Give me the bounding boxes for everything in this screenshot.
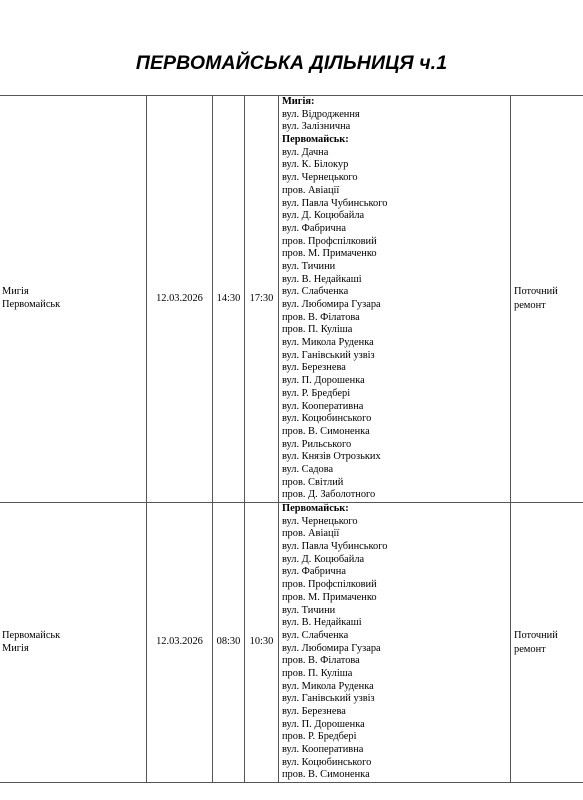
work-type-line: ремонт [514,643,546,655]
street-item: вул. Тичини [282,260,336,272]
street-item: вул. Любомира Гузара [282,299,381,310]
street-item: вул. Березнева [282,706,346,717]
street-item: вул. Тичини [282,604,336,616]
street-item: вул. Чернецького [282,515,358,527]
street-item: пров. Авіації [282,528,340,540]
date-cell: 12.03.2026 [147,503,213,783]
street-item: пров. М. Примаченко [282,591,377,603]
start-time-cell: 14:30 [213,96,245,503]
street-item: пров. В. Філатова [282,311,360,323]
street-item: вул. Садова [282,463,334,475]
work-type-line: ремонт [514,300,546,311]
street-item: пров. Профспілковий [282,235,377,247]
street-item: вул. Д. Коцюбайла [282,553,365,565]
street-item: вул. Дачна [282,146,329,158]
street-item: вул. Рильського [282,438,352,450]
street-item: пров. Авіації [282,184,340,196]
street-item: вул. Кооперативна [282,744,364,756]
street-item: вул. Слабченка [282,629,349,641]
outage-schedule-table [0,95,583,783]
locality-heading: Мигія: [282,96,315,107]
settlement-cell [0,96,147,503]
street-item: пров. В. Симоненка [282,769,370,781]
street-item: пров. Д. Заболотного [282,489,376,501]
locality-heading: Первомайськ: [282,503,349,514]
settlement-name: Первомайськ [2,629,61,641]
street-item: вул. В. Недайкаші [282,273,362,285]
street-item: вул. П. Дорошенка [282,718,365,730]
street-item: вул. Слабченка [282,286,349,298]
street-item: вул. Павла Чубинського [282,197,388,209]
street-item: вул. Кооперативна [282,400,364,412]
streets-cell [279,96,511,503]
end-time-cell: 17:30 [245,96,279,503]
street-item: вул. Микола Руденка [282,337,374,349]
work-type-cell [511,96,583,503]
street-item: пров. В. Філатова [282,655,360,667]
settlement-name: Первомайськ [2,299,61,310]
locality-heading: Первомайськ: [282,134,349,146]
end-time-cell: 10:30 [245,503,279,783]
street-item: вул. Залізнична [282,121,351,133]
street-item: вул. Відродження [282,108,360,120]
street-item: вул. Коцюбинського [282,756,372,768]
schedule-body [0,96,583,783]
streets-cell [279,503,511,783]
street-item: вул. Любомира Гузара [282,642,381,654]
street-item: вул. В. Недайкаші [282,617,362,629]
street-item: вул. Р. Бредбері [282,387,351,399]
street-item: вул. К. Білокур [282,159,349,171]
street-item: пров. Світлий [282,476,344,488]
street-item: вул. Ганівський узвіз [282,349,375,361]
work-type-line: Поточний [514,286,558,297]
street-item: пров. М. Примаченко [282,248,377,260]
street-item: вул. Микола Руденка [282,680,374,692]
street-item: вул. Фабрична [282,566,346,578]
settlement-name: Мигія [2,642,29,654]
street-item: вул. Чернецького [282,172,358,184]
street-item: вул. Фабрична [282,222,346,234]
street-item: вул. Коцюбинського [282,413,372,425]
street-item: вул. Павла Чубинського [282,541,388,553]
table-row [0,96,583,503]
street-item: пров. Профспілковий [282,579,377,591]
settlement-cell [0,503,147,783]
street-item: пров. В. Симоненка [282,425,370,437]
street-item: пров. Р. Бредбері [282,731,357,743]
street-item: вул. Ганівський узвіз [282,693,375,705]
work-type-line: Поточний [514,629,558,641]
date-cell: 12.03.2026 [147,96,213,503]
street-item: пров. П. Куліша [282,324,353,336]
start-time-cell: 08:30 [213,503,245,783]
work-type-cell [511,503,583,783]
street-item: пров. П. Куліша [282,667,353,679]
street-item: вул. Д. Коцюбайла [282,210,365,222]
table-row [0,503,583,783]
page-title: ПЕРВОМАЙСЬКА ДІЛЬНИЦЯ ч.1 [135,52,448,74]
street-item: вул. П. Дорошенка [282,375,365,387]
street-item: вул. Березнева [282,362,346,374]
settlement-name: Мигія [2,286,29,298]
street-item: вул. Князів Отрозьких [282,451,381,463]
